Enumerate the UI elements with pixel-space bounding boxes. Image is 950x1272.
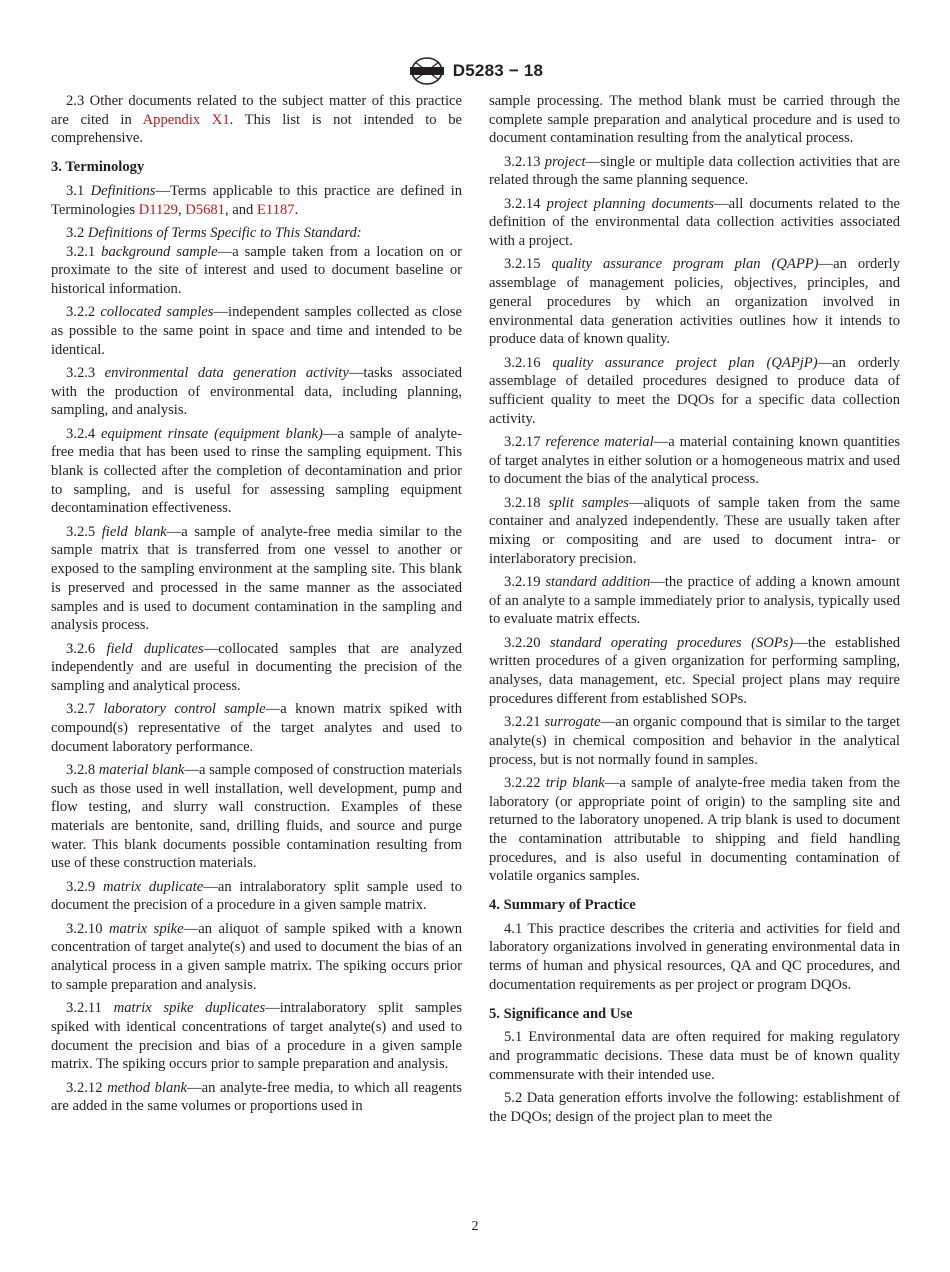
page-header xyxy=(0,56,950,91)
definition-3-2-19: 3.2.19 standard addition—the practice of adding a known amount of an analyte to a sample immediately prior to analysis, typically used to evaluate matrix effects. xyxy=(489,574,901,628)
definition-3-2-10: 3.2.10 matrix spike—an aliquot of sample spiked with a known concentration of target analyte(s) and used to document the bias of an analytical process in a given sample matrix. The spiking occurs prior to sample preparation and analysis. xyxy=(51,920,462,993)
definition-3-2-17: 3.2.17 reference material—a material containing known quantities of target analytes in either solution or a homogeneous matrix and used to document the bias of the analytical process. xyxy=(489,433,901,488)
definition-3-2-2: 3.2.2 collocated samples—independent samples collected as close as possible to the same point in space and time and intended to be identical. xyxy=(51,304,462,358)
definition-3-2-6: 3.2.6 field duplicates—collocated samples that are analyzed independently and are useful in documenting the precision of the sampling and analytical process. xyxy=(51,640,462,694)
section-5-1: 5.1 Environmental data are often required for making regulatory and programmatic decisions. These data must be of known quality commensurate with their intended use. xyxy=(489,1029,900,1083)
definition-3-2-11: 3.2.11 matrix spike duplicates—intralaboratory split samples spiked with identical concentrations of target analyte(s) and used to document the precision and bias of a procedure in a given sample matrix. The spiking occurs prior to sample preparation and analysis. xyxy=(51,1000,463,1073)
right-column xyxy=(489,92,900,1131)
page-number: 2 xyxy=(471,1219,479,1234)
section-4-1: 4.1 This practice describes the criteria and activities for field and laboratory organizations involved in generating environmental data in terms of human and physical resources, QA and QC procedures, and documentation requirements as per project or program DQOs. xyxy=(489,920,900,993)
section-3-1: 3.1 Definitions—Terms applicable to this practice are defined in Terminologies D1129, D5681, and E1187. xyxy=(51,182,462,218)
section-heading-significance-and-use: 5. Significance and Use xyxy=(489,1005,633,1022)
definition-3-2-12: 3.2.12 method blank—an analyte-free media, to which all reagents are added in the same volumes or proportions used in xyxy=(51,1079,462,1115)
d1129-link[interactable]: D1129 xyxy=(138,201,178,218)
astm-logo-icon xyxy=(407,56,447,86)
document-id: D5283 − 18 xyxy=(452,61,544,80)
definition-3-2-18: 3.2.18 split samples—aliquots of sample taken from the same container and analyzed independently. These are usually taken after mixing or compositing and are used to document intra- or interlaboratory precision. xyxy=(489,494,900,567)
left-column xyxy=(51,92,462,1121)
definition-3-2-5: 3.2.5 field blank—a sample of analyte-free media similar to the sample matrix that is transferred from one vessel to another or exposed to the sampling environment at the sampling site. This blank is preserved and processed in the same manner as the associated samples and is used to document contamination in the sampling and analysis process. xyxy=(51,523,462,634)
d5681-link[interactable]: D5681 xyxy=(185,201,225,218)
section-heading-terminology: 3. Terminology xyxy=(51,159,145,176)
section-3-2: 3.2 Definitions of Terms Specific to This Standard: xyxy=(66,224,362,241)
definition-3-2-13: 3.2.13 project—single or multiple data collection activities that are related through the same planning sequence. xyxy=(489,153,900,189)
definition-3-2-7: 3.2.7 laboratory control sample—a known matrix spiked with compound(s) representative of the target analytes and used to document laboratory performance. xyxy=(51,701,462,755)
definition-3-2-12-continued: sample processing. The method blank must be carried through the complete sample preparation and analytical procedure and is used to document contamination resulting from the analytical process. xyxy=(489,93,900,147)
definition-3-2-15: 3.2.15 quality assurance program plan (QAPP)—an orderly assemblage of management policies, objectives, principles, and general procedures by which an organization involved in environmental data generation activities outlines how it intends to produce data of known quality. xyxy=(489,256,900,348)
definition-3-2-3: 3.2.3 environmental data generation activity—tasks associated with the production of environmental data, including planning, sampling, and analysis. xyxy=(51,364,462,419)
definition-3-2-1: 3.2.1 background sample—a sample taken from a location on or proximate to the site of interest and used to document baseline or historical information. xyxy=(51,243,462,297)
definition-3-2-22: 3.2.22 trip blank—a sample of analyte-free media taken from the laboratory (or appropriate point of origin) to the sampling site and returned to the laboratory unopened. A trip blank is used to document the contamination attributable to shipping and field handling procedures, and is also useful in documenting contamination of volatile organics samples. xyxy=(489,774,900,885)
definition-3-2-14: 3.2.14 project planning documents—all documents related to the definition of the environmental data collection activities associated with a project. xyxy=(489,195,900,250)
definition-3-2-9: 3.2.9 matrix duplicate—an intralaboratory split sample used to document the precision of a procedure in a given sample matrix. xyxy=(51,878,463,914)
section-5-2: 5.2 Data generation efforts involve the following: establishment of the DQOs; design of the project plan to meet the xyxy=(489,1089,900,1125)
definition-3-2-20: 3.2.20 standard operating procedures (SOPs)—the established written procedures of a given organization for performing sampling, analyses, data management, etc. Special project plans may require procedures different from established SOPs. xyxy=(489,634,900,707)
section-2-3: 2.3 Other documents related to the subject matter of this practice are cited in Appendix X1. This list is not intended to be comprehensive. xyxy=(51,93,462,147)
section-heading-summary-of-practice: 4. Summary of Practice xyxy=(489,897,636,914)
appendix-x1-link[interactable]: Appendix X1 xyxy=(142,111,230,128)
definition-3-2-16: 3.2.16 quality assurance project plan (QAPjP)—an orderly assemblage of detailed procedures designed to produce data of sufficient quality to meet the DQOs for a specific data collection activity. xyxy=(489,354,900,427)
definition-3-2-4: 3.2.4 equipment rinsate (equipment blank)—a sample of analyte-free media that has been used to rinse the sampling equipment. This blank is collected after the completion of decontamination and prior to sampling, and is useful for assessing sampling equipment decontamination effectiveness. xyxy=(51,425,462,517)
definition-3-2-8: 3.2.8 material blank—a sample composed of construction materials such as those used in well installation, well development, pump and flow testing, and slurry wall construction. Examples of these materials are bentonite, sand, drilling fluids, and source and purge water. This blank documents possible contamination resulting from use of these construction materials. xyxy=(51,761,462,872)
definition-3-2-21: 3.2.21 surrogate—an organic compound that is similar to the target analyte(s) in chemical composition and behavior in the analytical process, but is not normally found in samples. xyxy=(489,714,900,768)
e1187-link[interactable]: E1187 xyxy=(257,201,295,218)
